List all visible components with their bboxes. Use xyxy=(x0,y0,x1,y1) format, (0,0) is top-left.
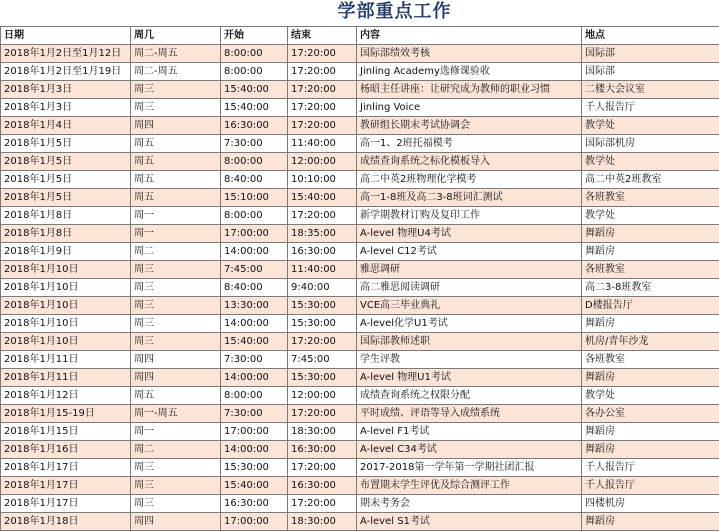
cell-content[interactable]: 布置期末学生评优及综合测评工作 xyxy=(357,477,582,495)
cell-content[interactable]: 高一1、2班托福模考 xyxy=(357,135,582,153)
cell-location[interactable]: 四楼机房 xyxy=(582,495,719,513)
table-row xyxy=(1,171,719,189)
table-row xyxy=(1,81,719,99)
cell-weekday[interactable]: 周三 xyxy=(131,477,221,495)
cell-location[interactable]: 教学处 xyxy=(582,117,719,135)
cell-start[interactable]: 15:40:00 xyxy=(221,81,288,99)
cell-end[interactable]: 15:30:00 xyxy=(288,315,357,333)
cell-location[interactable]: 舞蹈房 xyxy=(582,315,719,333)
cell-date[interactable]: 2018年1月18日 xyxy=(1,513,131,531)
schedule-table xyxy=(0,26,719,531)
cell-content[interactable]: 高二中英2班物理化学模考 xyxy=(357,171,582,189)
table-row xyxy=(1,99,719,117)
header-start[interactable]: 开始 xyxy=(221,27,288,45)
table-row xyxy=(1,315,719,333)
cell-start[interactable]: 14:00:00 xyxy=(221,369,288,387)
table-row xyxy=(1,405,719,423)
cell-content[interactable]: A-level F1考试 xyxy=(357,423,582,441)
table-row xyxy=(1,63,719,81)
cell-start[interactable]: 16:30:00 xyxy=(221,495,288,513)
cell-start[interactable]: 7:30:00 xyxy=(221,351,288,369)
cell-start[interactable]: 14:00:00 xyxy=(221,243,288,261)
table-row xyxy=(1,243,719,261)
cell-date[interactable]: 2018年1月8日 xyxy=(1,225,131,243)
cell-content[interactable]: A-level S1考试 xyxy=(357,513,582,531)
cell-date[interactable]: 2018年1月2日至1月12日 xyxy=(1,45,131,63)
cell-content[interactable]: Jinling Voice xyxy=(357,99,582,117)
cell-start[interactable]: 15:40:00 xyxy=(221,99,288,117)
cell-content[interactable]: 教研组长期末考试协调会 xyxy=(357,117,582,135)
cell-end[interactable]: 17:20:00 xyxy=(288,405,357,423)
cell-weekday[interactable]: 周五 xyxy=(131,135,221,153)
cell-date[interactable]: 2018年1月15日 xyxy=(1,423,131,441)
table-row xyxy=(1,153,719,171)
table-row xyxy=(1,369,719,387)
cell-content[interactable]: 2017-2018第一学年第一学期社团汇报 xyxy=(357,459,582,477)
header-content[interactable]: 内容 xyxy=(357,27,582,45)
cell-location[interactable]: 高二3-8班教室 xyxy=(582,279,719,297)
cell-start[interactable]: 15:30:00 xyxy=(221,459,288,477)
cell-weekday[interactable]: 周四 xyxy=(131,351,221,369)
cell-weekday[interactable]: 周三 xyxy=(131,297,221,315)
cell-weekday[interactable]: 周三 xyxy=(131,315,221,333)
table-row xyxy=(1,459,719,477)
cell-content[interactable]: A-level 物理U1考试 xyxy=(357,369,582,387)
cell-date[interactable]: 2018年1月17日 xyxy=(1,459,131,477)
cell-location[interactable]: 舞蹈房 xyxy=(582,441,719,459)
table-row xyxy=(1,261,719,279)
cell-date[interactable]: 2018年1月2日至1月19日 xyxy=(1,63,131,81)
cell-content[interactable]: 平时成绩、评语等导入成绩系统 xyxy=(357,405,582,423)
cell-date[interactable]: 2018年1月16日 xyxy=(1,441,131,459)
cell-start[interactable]: 7:30:00 xyxy=(221,405,288,423)
cell-end[interactable]: 12:00:00 xyxy=(288,387,357,405)
cell-content[interactable]: A-level 物理U4考试 xyxy=(357,225,582,243)
cell-end[interactable]: 17:20:00 xyxy=(288,495,357,513)
table-body xyxy=(1,45,719,531)
cell-start[interactable]: 15:40:00 xyxy=(221,477,288,495)
cell-weekday[interactable]: 周三 xyxy=(131,99,221,117)
cell-content[interactable]: A-level C12考试 xyxy=(357,243,582,261)
cell-location[interactable]: 各班教室 xyxy=(582,189,719,207)
cell-location[interactable]: 教学处 xyxy=(582,207,719,225)
cell-content[interactable]: 成绩查询系统之权限分配 xyxy=(357,387,582,405)
cell-end[interactable]: 18:30:00 xyxy=(288,513,357,531)
cell-location[interactable]: 千人报告厅 xyxy=(582,459,719,477)
cell-location[interactable]: 各班教室 xyxy=(582,261,719,279)
cell-weekday[interactable]: 周三 xyxy=(131,261,221,279)
cell-weekday[interactable]: 周一 xyxy=(131,225,221,243)
table-row xyxy=(1,423,719,441)
cell-location[interactable]: 教学处 xyxy=(582,387,719,405)
cell-date[interactable]: 2018年1月15-19日 xyxy=(1,405,131,423)
cell-start[interactable]: 8:00:00 xyxy=(221,207,288,225)
cell-weekday[interactable]: 周三 xyxy=(131,81,221,99)
table-row xyxy=(1,135,719,153)
cell-date[interactable]: 2018年1月10日 xyxy=(1,297,131,315)
cell-start[interactable]: 17:00:00 xyxy=(221,225,288,243)
cell-weekday[interactable]: 周五 xyxy=(131,189,221,207)
cell-weekday[interactable]: 周四 xyxy=(131,117,221,135)
cell-start[interactable]: 8:00:00 xyxy=(221,153,288,171)
cell-location[interactable]: 千人报告厅 xyxy=(582,477,719,495)
cell-end[interactable]: 15:30:00 xyxy=(288,297,357,315)
cell-start[interactable]: 17:00:00 xyxy=(221,423,288,441)
cell-start[interactable]: 8:40:00 xyxy=(221,171,288,189)
cell-location[interactable]: 国际部 xyxy=(582,45,719,63)
cell-content[interactable]: 国际部教师述职 xyxy=(357,333,582,351)
sheet-title: 学部重点工作 xyxy=(337,1,452,22)
cell-end[interactable]: 7:45:00 xyxy=(288,351,357,369)
table-row xyxy=(1,45,719,63)
cell-location[interactable]: 国际部机房 xyxy=(582,135,719,153)
cell-end[interactable]: 17:20:00 xyxy=(288,459,357,477)
cell-location[interactable]: 千人报告厅 xyxy=(582,99,719,117)
cell-weekday[interactable]: 周五 xyxy=(131,171,221,189)
cell-date[interactable]: 2018年1月4日 xyxy=(1,117,131,135)
cell-date[interactable]: 2018年1月11日 xyxy=(1,369,131,387)
table-row xyxy=(1,189,719,207)
cell-content[interactable]: 学生评教 xyxy=(357,351,582,369)
cell-start[interactable]: 8:00:00 xyxy=(221,387,288,405)
cell-end[interactable]: 17:20:00 xyxy=(288,117,357,135)
cell-location[interactable]: 各办公室 xyxy=(582,405,719,423)
cell-weekday[interactable]: 周二 xyxy=(131,243,221,261)
table-row xyxy=(1,333,719,351)
cell-content[interactable]: A-level化学U1考试 xyxy=(357,315,582,333)
cell-content[interactable]: 国际部绩效考核 xyxy=(357,45,582,63)
cell-start[interactable]: 14:00:00 xyxy=(221,441,288,459)
table-row xyxy=(1,351,719,369)
cell-weekday[interactable]: 周四 xyxy=(131,513,221,531)
cell-end[interactable]: 11:40:00 xyxy=(288,135,357,153)
cell-location[interactable]: 舞蹈房 xyxy=(582,513,719,531)
cell-start[interactable]: 15:10:00 xyxy=(221,189,288,207)
cell-date[interactable]: 2018年1月8日 xyxy=(1,207,131,225)
cell-date[interactable]: 2018年1月5日 xyxy=(1,171,131,189)
cell-date[interactable]: 2018年1月10日 xyxy=(1,261,131,279)
cell-weekday[interactable]: 周三 xyxy=(131,495,221,513)
cell-content[interactable]: 成绩查询系统之标化模板导入 xyxy=(357,153,582,171)
cell-end[interactable]: 17:20:00 xyxy=(288,99,357,117)
cell-weekday[interactable]: 周三 xyxy=(131,459,221,477)
table-row xyxy=(1,117,719,135)
cell-location[interactable]: 二楼大会议室 xyxy=(582,81,719,99)
cell-end[interactable]: 11:40:00 xyxy=(288,261,357,279)
cell-end[interactable]: 15:40:00 xyxy=(288,189,357,207)
cell-weekday[interactable]: 周五 xyxy=(131,387,221,405)
cell-end[interactable]: 18:30:00 xyxy=(288,423,357,441)
header-row xyxy=(1,27,719,45)
cell-date[interactable]: 2018年1月5日 xyxy=(1,153,131,171)
table-row xyxy=(1,477,719,495)
cell-end[interactable]: 17:20:00 xyxy=(288,63,357,81)
cell-date[interactable]: 2018年1月5日 xyxy=(1,189,131,207)
cell-location[interactable]: 舞蹈房 xyxy=(582,423,719,441)
cell-start[interactable]: 17:00:00 xyxy=(221,513,288,531)
cell-date[interactable]: 2018年1月12日 xyxy=(1,387,131,405)
cell-start[interactable]: 7:30:00 xyxy=(221,135,288,153)
cell-end[interactable]: 15:30:00 xyxy=(288,369,357,387)
cell-location[interactable]: 教学处 xyxy=(582,153,719,171)
cell-location[interactable]: 舞蹈房 xyxy=(582,243,719,261)
cell-start[interactable]: 8:40:00 xyxy=(221,279,288,297)
cell-date[interactable]: 2018年1月10日 xyxy=(1,333,131,351)
table-row xyxy=(1,387,719,405)
cell-end[interactable]: 10:10:00 xyxy=(288,171,357,189)
cell-content[interactable]: Jinling Academy选修课验收 xyxy=(357,63,582,81)
cell-start[interactable]: 16:30:00 xyxy=(221,117,288,135)
cell-weekday[interactable]: 周二-周五 xyxy=(131,63,221,81)
cell-weekday[interactable]: 周三 xyxy=(131,333,221,351)
cell-content[interactable]: 高一1-8班及高二3-8班词汇测试 xyxy=(357,189,582,207)
cell-end[interactable]: 16:30:00 xyxy=(288,477,357,495)
cell-end[interactable]: 17:20:00 xyxy=(288,207,357,225)
cell-date[interactable]: 2018年1月3日 xyxy=(1,99,131,117)
cell-end[interactable]: 16:30:00 xyxy=(288,441,357,459)
cell-date[interactable]: 2018年1月17日 xyxy=(1,477,131,495)
cell-content[interactable]: 雅思调研 xyxy=(357,261,582,279)
table-row xyxy=(1,441,719,459)
cell-end[interactable]: 16:30:00 xyxy=(288,243,357,261)
cell-weekday[interactable]: 周五 xyxy=(131,153,221,171)
cell-end[interactable]: 17:20:00 xyxy=(288,81,357,99)
cell-content[interactable]: 新学期教材订购及复印工作 xyxy=(357,207,582,225)
cell-weekday[interactable]: 周四 xyxy=(131,369,221,387)
table-row xyxy=(1,513,719,531)
cell-weekday[interactable]: 周一 xyxy=(131,423,221,441)
header-end[interactable]: 结束 xyxy=(288,27,357,45)
cell-weekday[interactable]: 周一 xyxy=(131,207,221,225)
cell-end[interactable]: 12:00:00 xyxy=(288,153,357,171)
cell-weekday[interactable]: 周二 xyxy=(131,441,221,459)
cell-weekday[interactable]: 周二-周五 xyxy=(131,45,221,63)
cell-content[interactable]: 期末考务会 xyxy=(357,495,582,513)
cell-location[interactable]: 舞蹈房 xyxy=(582,225,719,243)
cell-date[interactable]: 2018年1月17日 xyxy=(1,495,131,513)
cell-content[interactable]: 高二雅思阅读调研 xyxy=(357,279,582,297)
header-location[interactable]: 地点 xyxy=(582,27,719,45)
cell-location[interactable]: 各班教室 xyxy=(582,351,719,369)
cell-location[interactable]: 国际部 xyxy=(582,63,719,81)
cell-start[interactable]: 15:40:00 xyxy=(221,333,288,351)
cell-content[interactable]: 杨昭主任讲座：让研究成为教师的职业习惯 xyxy=(357,81,582,99)
table-row xyxy=(1,225,719,243)
cell-content[interactable]: VCE高三毕业典礼 xyxy=(357,297,582,315)
table-row xyxy=(1,297,719,315)
cell-start[interactable]: 7:45:00 xyxy=(221,261,288,279)
cell-start[interactable]: 13:30:00 xyxy=(221,297,288,315)
cell-date[interactable]: 2018年1月9日 xyxy=(1,243,131,261)
cell-date[interactable]: 2018年1月10日 xyxy=(1,279,131,297)
cell-date[interactable]: 2018年1月11日 xyxy=(1,351,131,369)
cell-date[interactable]: 2018年1月5日 xyxy=(1,135,131,153)
table-row xyxy=(1,207,719,225)
cell-end[interactable]: 9:40:00 xyxy=(288,279,357,297)
cell-location[interactable]: 舞蹈房 xyxy=(582,369,719,387)
cell-location[interactable]: 高二中英2班教室 xyxy=(582,171,719,189)
cell-content[interactable]: A-level C34考试 xyxy=(357,441,582,459)
table-row xyxy=(1,279,719,297)
header-date[interactable]: 日期 xyxy=(1,27,131,45)
cell-date[interactable]: 2018年1月10日 xyxy=(1,315,131,333)
cell-end[interactable]: 18:35:00 xyxy=(288,225,357,243)
cell-weekday[interactable]: 周一-周五 xyxy=(131,405,221,423)
table-row xyxy=(1,495,719,513)
cell-start[interactable]: 8:00:00 xyxy=(221,45,288,63)
cell-date[interactable]: 2018年1月3日 xyxy=(1,81,131,99)
cell-end[interactable]: 17:20:00 xyxy=(288,45,357,63)
cell-weekday[interactable]: 周三 xyxy=(131,279,221,297)
cell-end[interactable]: 17:20:00 xyxy=(288,333,357,351)
cell-start[interactable]: 14:00:00 xyxy=(221,315,288,333)
cell-location[interactable]: D楼报告厅 xyxy=(582,297,719,315)
cell-location[interactable]: 机房/青年沙龙 xyxy=(582,333,719,351)
cell-start[interactable]: 8:00:00 xyxy=(221,63,288,81)
header-weekday[interactable]: 周几 xyxy=(131,27,221,45)
